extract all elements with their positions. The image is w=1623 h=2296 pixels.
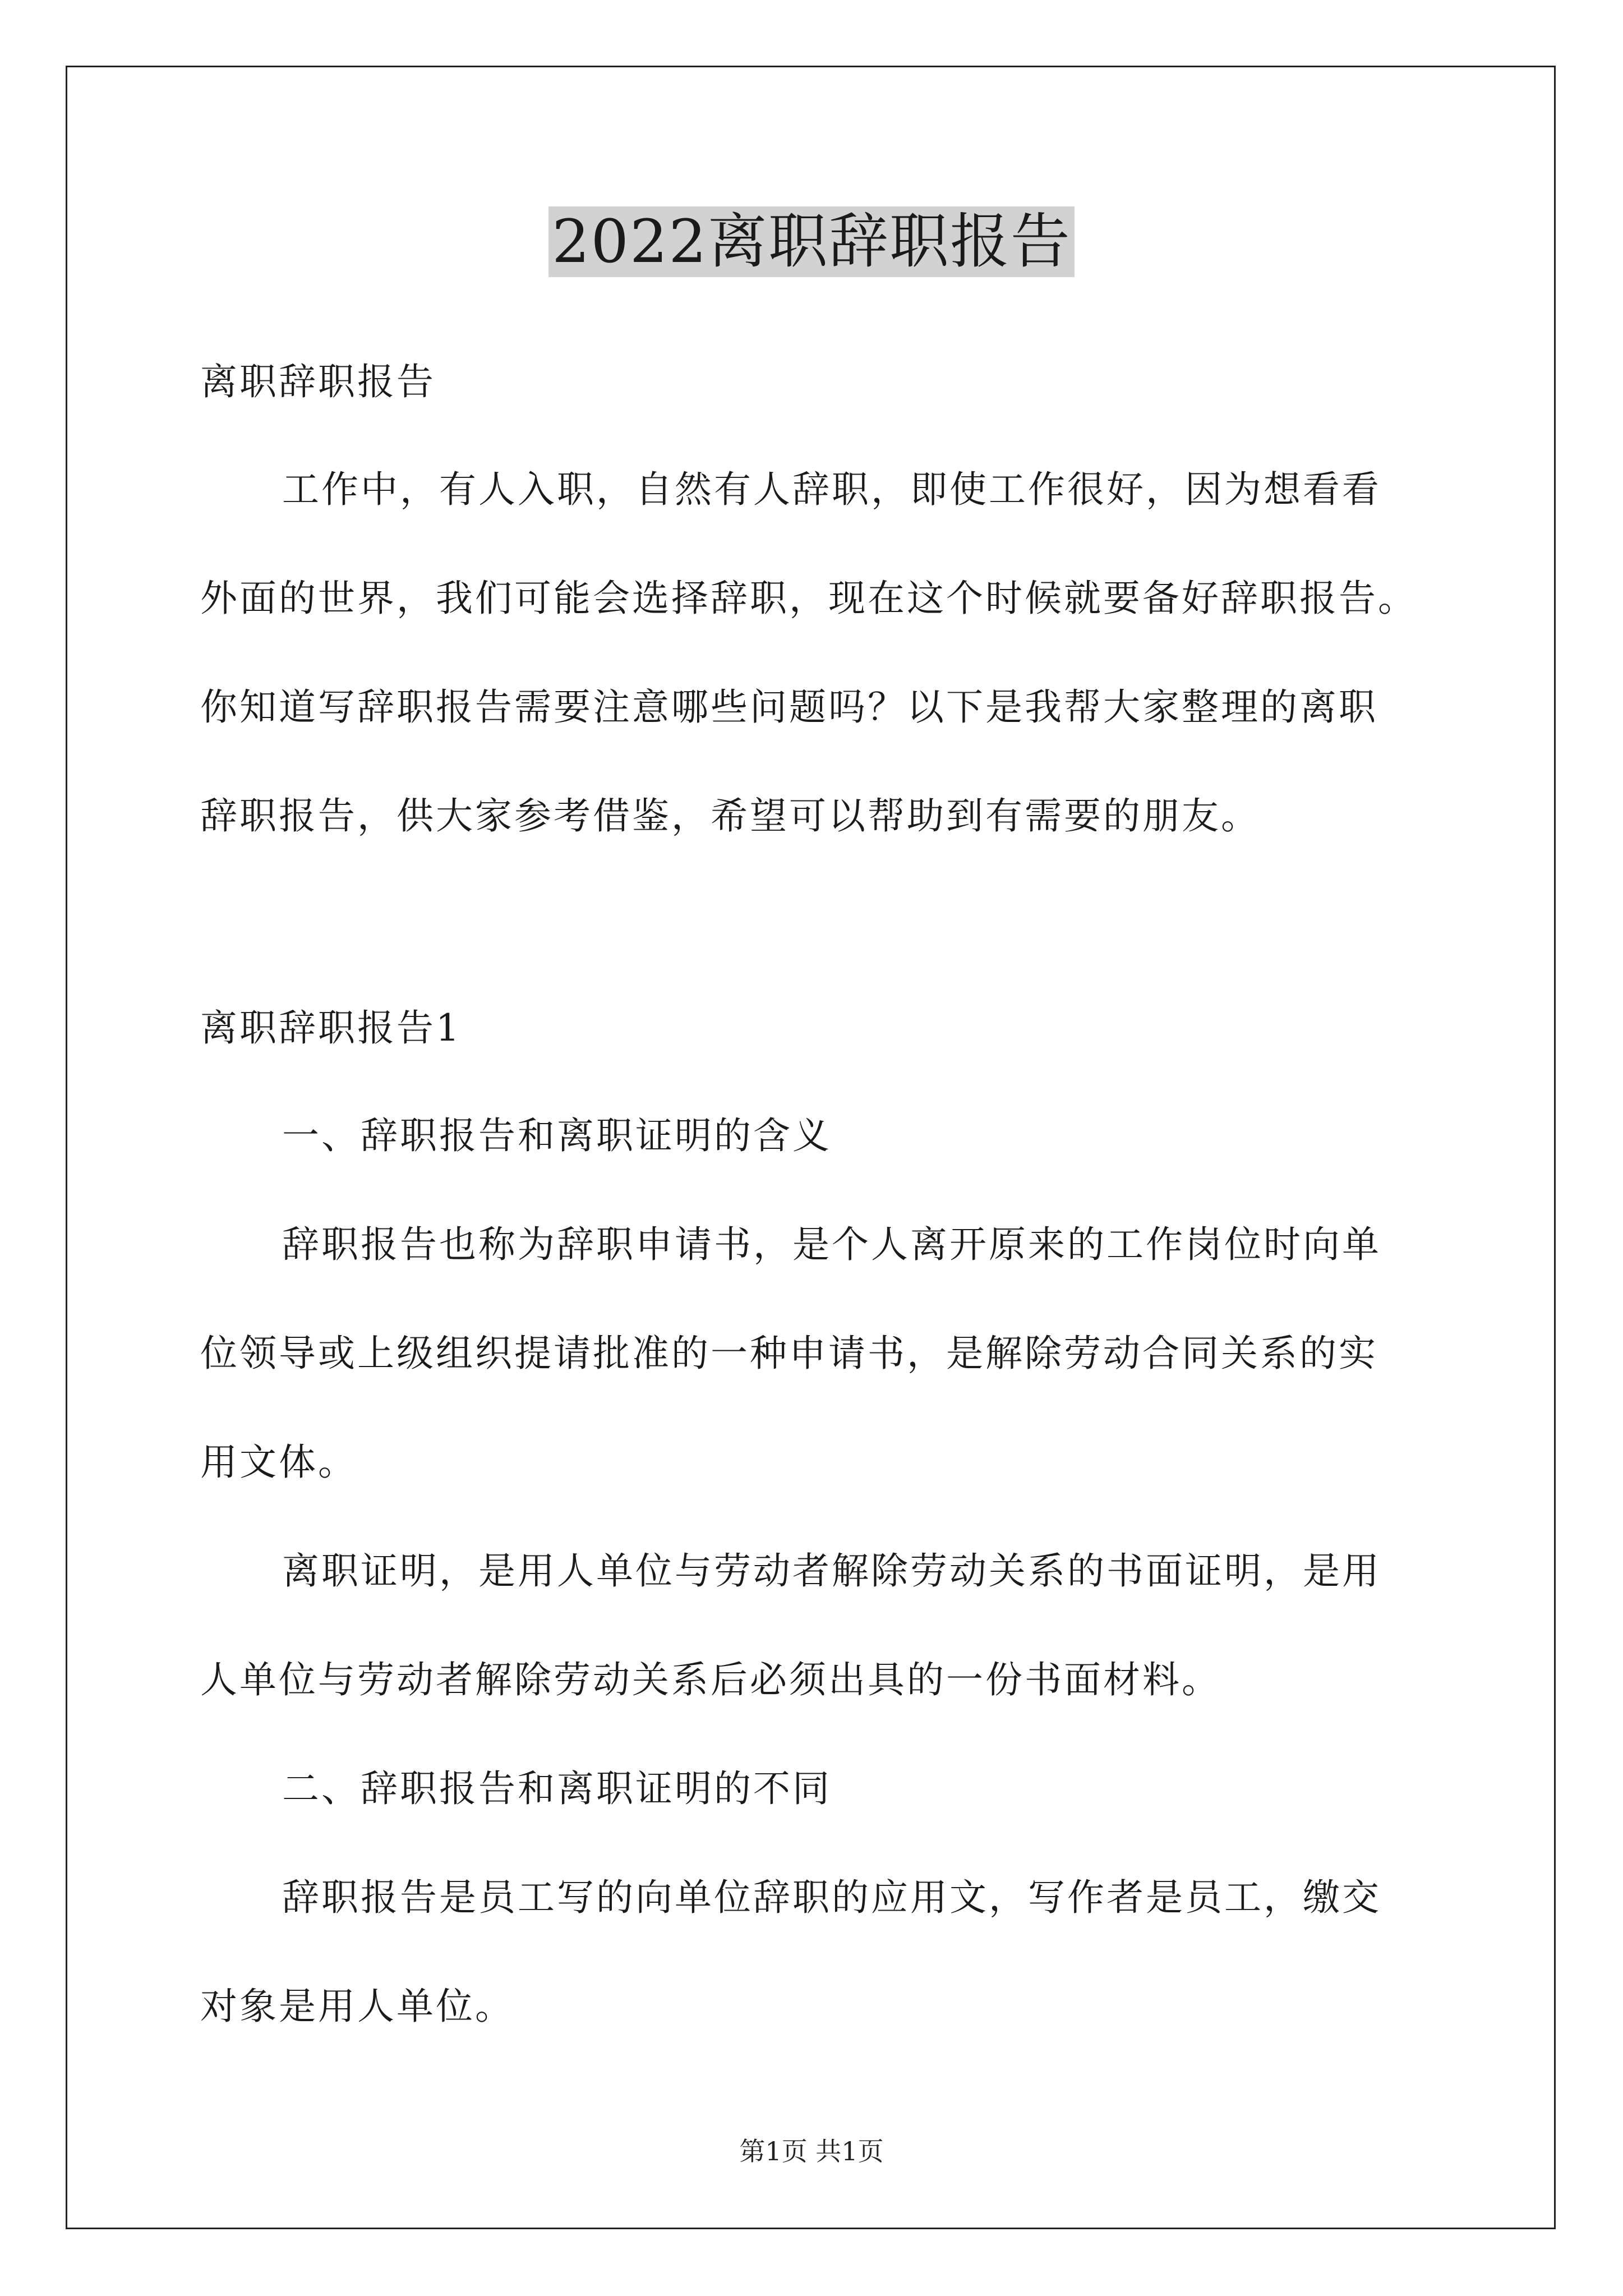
paragraph-line: 工作中，有人入职，自然有人辞职，即使工作很好，因为想看看 — [282, 468, 1381, 511]
paragraph-line: 人单位与劳动者解除劳动关系后必须出具的一份书面材料。 — [200, 1658, 1221, 1701]
document-title: 2022离职辞职报告 — [548, 206, 1075, 277]
paragraph-line: 辞职报告也称为辞职申请书，是个人离开原来的工作岗位时向单 — [282, 1223, 1381, 1266]
section-heading: 离职辞职报告1 — [200, 1006, 462, 1050]
paragraph-line: 位领导或上级组织提请批准的一种申请书，是解除劳动合同关系的实 — [200, 1332, 1378, 1375]
paragraph-line: 外面的世界，我们可能会选择辞职，现在这个时候就要备好辞职报告。 — [200, 577, 1417, 620]
section-heading: 离职辞职报告 — [200, 360, 436, 403]
paragraph-line: 用文体。 — [200, 1441, 357, 1484]
paragraph-line: 对象是用人单位。 — [200, 1985, 514, 2028]
paragraph-line: 辞职报告是员工写的向单位辞职的应用文，写作者是员工，缴交 — [282, 1876, 1381, 1919]
paragraph-line: 辞职报告，供大家参考借鉴，希望可以帮助到有需要的朋友。 — [200, 794, 1260, 838]
subheading: 二、辞职报告和离职证明的不同 — [282, 1767, 832, 1810]
subheading: 一、辞职报告和离职证明的含义 — [282, 1114, 832, 1157]
paragraph-line: 离职证明，是用人单位与劳动者解除劳动关系的书面证明，是用 — [282, 1549, 1381, 1593]
page-footer: 第1页 共1页 — [739, 2136, 884, 2166]
paragraph-line: 你知道写辞职报告需要注意哪些问题吗？以下是我帮大家整理的离职 — [200, 685, 1378, 729]
document-title-container — [0, 206, 1623, 277]
